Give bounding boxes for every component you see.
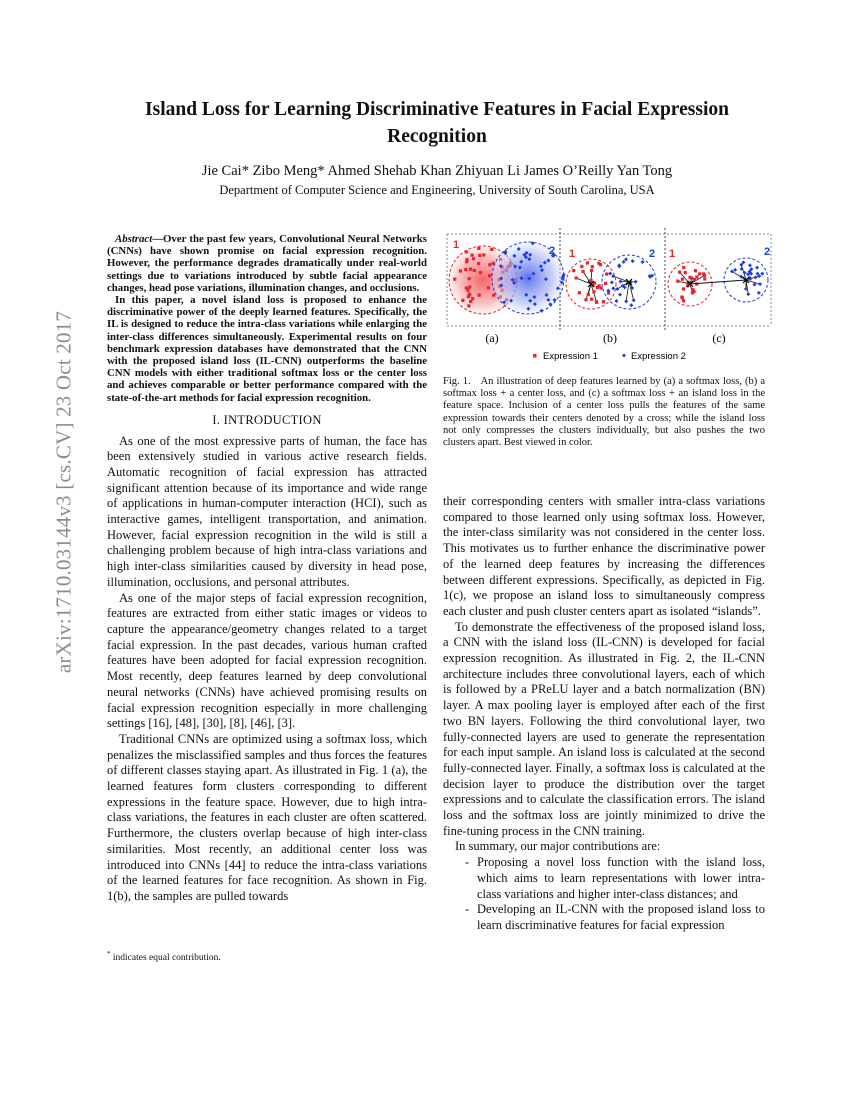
figure-caption — [443, 376, 765, 449]
feature-point — [492, 294, 495, 297]
feature-point — [676, 280, 679, 283]
feature-point — [572, 269, 575, 272]
contribution-item — [443, 902, 765, 933]
cluster-label-2: 2 — [649, 248, 656, 260]
feature-point — [589, 279, 592, 282]
feature-point — [461, 299, 464, 302]
feature-point — [611, 286, 615, 290]
feature-point — [693, 278, 696, 281]
feature-point — [467, 295, 470, 298]
right-column — [443, 494, 765, 934]
feature-point — [453, 278, 456, 281]
feature-point — [473, 269, 476, 272]
list-dash: - — [465, 902, 470, 917]
feature-point — [631, 259, 635, 263]
feature-point — [688, 276, 691, 279]
feature-point — [634, 280, 638, 284]
feature-point — [597, 262, 600, 265]
feature-point — [466, 289, 469, 292]
contribution-text: Proposing a novel loss function with the island loss, which aims to learn representations with lower intra-class variations and higher inter-class distances; and — [477, 855, 765, 901]
arxiv-identifier-text: arXiv:1710.03144v3 [cs.CV] 23 Oct 2017 — [51, 310, 76, 674]
feature-point — [575, 276, 578, 279]
feature-point — [592, 290, 595, 293]
feature-point — [590, 269, 593, 272]
feature-point — [488, 274, 491, 277]
feature-point — [632, 298, 636, 302]
feature-point — [478, 254, 481, 257]
feature-point — [605, 272, 608, 275]
intro-paragraph-5: In summary, our major contributions are: — [455, 839, 661, 854]
legend-marker-expression-2 — [622, 354, 626, 358]
feature-point — [584, 298, 587, 301]
contribution-text: Developing an IL-CNN with the proposed island loss to learn discriminative features for facial expression — [477, 902, 765, 932]
feature-point — [610, 280, 614, 284]
feature-point — [703, 277, 706, 280]
feature-point — [622, 260, 626, 264]
cluster-label-1: 1 — [669, 248, 676, 260]
intro-paragraph-4: To demonstrate the effectiveness of the proposed island loss, a CNN with the island loss (IL-CNN) is developed for facial expression recognition. As illustrated in Fig. 2, the IL-CNN architecture includes three convolutional layers, each of which is followed by a PReLU layer and a batch normalization (BN) layer. A max pooling layer is employed after each of the first two BN layers. Following the third convolutional layer, two fully-connected layers are used to generate the representation for each input sample. An island loss is calculated at the second fully-connected layer. Finally, a softmax loss is calculated at the decision layer to produce the distribution over the target expressions and to calculate the classification errors. The island loss and the softmax loss are jointly minimized to drive the fine-tuning process in the CNN training. — [443, 619, 765, 838]
feature-point — [641, 260, 645, 264]
footnote — [107, 950, 427, 963]
feature-point — [587, 293, 590, 296]
feature-point — [614, 299, 618, 303]
contribution-list — [443, 855, 765, 934]
section-heading: I. INTRODUCTION — [212, 412, 322, 427]
cluster-label-1: 1 — [569, 248, 576, 260]
feature-point — [678, 271, 681, 274]
feature-point — [465, 260, 468, 263]
feature-point — [469, 268, 472, 271]
feature-point — [682, 266, 685, 269]
feature-point — [684, 271, 687, 274]
feature-point — [753, 275, 757, 279]
feature-point — [760, 272, 764, 276]
feature-point — [604, 282, 607, 285]
feature-point — [629, 303, 633, 307]
feature-point — [488, 263, 491, 266]
footnote-text: indicates equal contribution. — [112, 953, 221, 964]
feature-point — [469, 300, 472, 303]
legend-label-expression-2: Expression 2 — [631, 351, 686, 362]
feature-point — [590, 298, 593, 301]
left-column — [107, 233, 427, 905]
paper-title: Island Loss for Learning Discriminative Features in Facial Expression Recognition — [145, 99, 729, 147]
panel-label: (c) — [712, 331, 726, 345]
cluster-label-1: 1 — [453, 239, 460, 251]
abstract — [107, 233, 427, 404]
feature-point — [477, 262, 480, 265]
feature-point — [748, 263, 752, 267]
feature-point — [596, 286, 599, 289]
feature-point — [694, 269, 697, 272]
feature-point — [578, 291, 581, 294]
feature-point — [471, 297, 474, 300]
feature-point — [618, 293, 622, 297]
feature-point — [691, 288, 694, 291]
feature-point — [624, 299, 628, 303]
cluster-label-2: 2 — [549, 245, 556, 257]
abstract-paragraph-1 — [107, 233, 427, 294]
caption-text: An illustration of deep features learned by (a) a softmax loss, (b) a softmax loss + a center loss, and (c) a softmax loss + an island loss in the feature space. Inclusion of a center loss pulls the features of the same expression towards their centers denoted by a cross; while the island loss not only compresses the clusters individually, but also pushes the two clusters apart. Best viewed in color. — [443, 376, 766, 449]
feature-point — [464, 268, 467, 271]
intro-paragraph-3: Traditional CNNs are optimized using a softmax loss, which penalizes the misclassified samples and thus forces the features of different classes staying apart. As illustrated in Fig. 1 (a), the learned features form clusters corresponding to different expressions in the feature space. However, due to high intra-class variations, the features in each cluster are often scattered. Furthermore, the clusters overlap because of high inter-class similarities. Most recently, an additional center loss was introduced into CNNs [44] to reduce the intra-class variations of the learned features for face recognition. As shown in Fig. 1(b), the samples are pulled towards — [107, 731, 427, 903]
feature-point — [478, 294, 481, 297]
feature-point — [595, 300, 598, 303]
intro-paragraph-2: As one of the major steps of facial expression recognition, features are extracted from either static images or videos to capture the appearance/geometry changes related to a target facial expression. In the past decades, various human crafted features have been adopted for facial expression recognition. Most recently, deep features learned by deep convolutional neural networks (CNNs) have achieved promising results on facial expression recognition especially in more challenging settings [16], [48], [30], [8], [46], [3]. — [107, 590, 427, 731]
feature-point — [682, 299, 685, 302]
feature-point — [580, 265, 583, 268]
feature-point — [490, 248, 493, 251]
intro-paragraph-1: As one of the most expressive parts of human, the face has been extensively studied in various active research fields. Automatic recognition of facial expression has attracted significant attention because of its importance and wide range of applications in human-computer interaction (HCI), such as interactive games, intelligent transportation, and animation. However, facial expression recognition in the wild is still a challenging problem because of high intra-class variations and high inter-class similarities caused by diversity in head pose, illumination, occlusions, and personal attributes. — [107, 433, 427, 589]
panel-label: (a) — [485, 331, 499, 345]
cluster-layer — [449, 241, 771, 314]
feature-point — [599, 286, 602, 289]
feature-point — [602, 300, 605, 303]
cluster-label-2: 2 — [764, 246, 771, 258]
feature-point — [468, 277, 471, 280]
feature-point — [487, 286, 490, 289]
contribution-item — [443, 855, 765, 902]
feature-point — [467, 304, 470, 307]
figure-1 — [443, 228, 777, 368]
feature-point — [459, 269, 462, 272]
feature-point — [681, 278, 684, 281]
feature-point — [624, 257, 628, 261]
feature-point — [591, 265, 594, 268]
feature-point — [681, 296, 684, 299]
affiliation: Department of Computer Science and Engineering, University of South Carolina, USA — [219, 183, 655, 197]
intro-paragraph-3-continued: their corresponding centers with smaller intra-class variations compared to those learned only using softmax loss. However, the inter-class similarity was not considered in the center loss. This motivates us to further enhance the discriminative power of the learned deep features by increasing the differences between different expressions. Specifically, as depicted in Fig. 1(c), we propose an island loss to simultaneously compress each cluster and push cluster centers apart as isolated “islands”. — [443, 494, 765, 618]
feature-point — [468, 285, 471, 288]
footnote-mark: * — [107, 950, 111, 958]
author-list: Jie Cai* Zibo Meng* Ahmed Shehab Khan Zhiyuan Li James O’Reilly Yan Tong — [201, 163, 673, 179]
feature-point — [746, 292, 750, 296]
feature-point — [698, 272, 701, 275]
panel-label: (b) — [603, 331, 617, 345]
feature-point — [608, 272, 612, 276]
arxiv-identifier — [44, 292, 84, 692]
legend-label-expression-1: Expression 1 — [543, 351, 598, 362]
feature-point — [757, 291, 761, 295]
feature-point — [479, 271, 482, 274]
abstract-label: Abstract — [115, 233, 153, 245]
feature-point — [682, 287, 685, 290]
legend-marker-expression-1 — [533, 354, 537, 358]
feature-point — [472, 257, 475, 260]
feature-point — [465, 250, 468, 253]
abstract-dash: — — [152, 233, 163, 245]
feature-point — [755, 266, 759, 270]
abstract-paragraph-2: In this paper, a novel island loss is proposed to enhance the discriminative power of the deeply learned features. Specifically, the IL is designed to reduce the intra-class variations while enlarging the inter-class differences simultaneously. Experimental results on four benchmark expression databases have demonstrated that the CNN with the proposed island loss (IL-CNN) outperforms the baseline CNN models with either traditional softmax loss or the center loss and achieves comparable or better performance compared with the state-of-the-art methods for facial expression recognition. — [107, 294, 427, 404]
feature-point — [581, 270, 584, 273]
feature-point — [619, 280, 623, 284]
feature-point — [586, 261, 589, 264]
abstract-text-1: Over the past few years, Convolutional Neural Networks (CNNs) have shown promise on facial expression recognition. However, the performance degrades dramatically under real-world settings due to variations introduced by subtle facial appearance changes, head pose variations, illumination changes, and occlusions. — [107, 233, 427, 294]
feature-point — [702, 272, 705, 275]
list-dash: - — [465, 855, 470, 870]
caption-label: Fig. 1. — [443, 376, 471, 387]
feature-point — [615, 287, 619, 291]
feature-point — [477, 247, 480, 250]
feature-point — [758, 282, 762, 286]
island-distance-line — [690, 280, 746, 284]
feature-space-illustration — [443, 228, 777, 368]
feature-point — [471, 254, 474, 257]
feature-point — [482, 253, 485, 256]
